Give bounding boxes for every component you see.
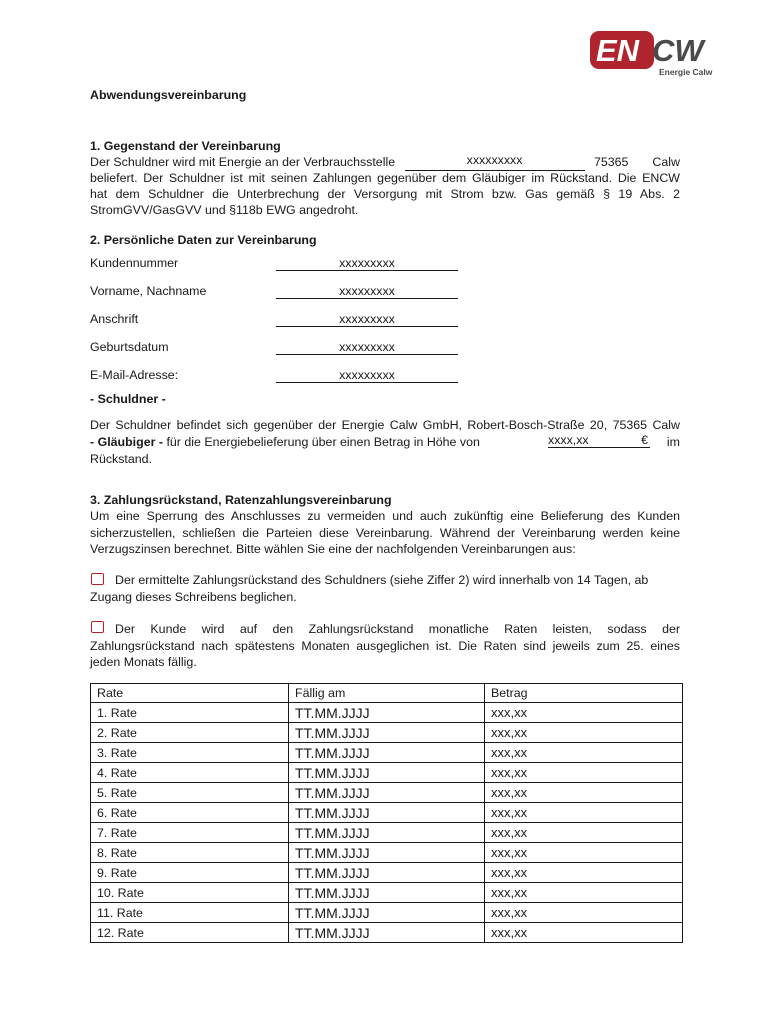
table-row bbox=[91, 843, 683, 863]
date-cell: TT.MM.JJJJ bbox=[289, 783, 485, 803]
section3-intro-line2: sicherzustellen, schließen die Parteien diese Vereinbarung. Während der Vereinbarung werden keine bbox=[90, 526, 680, 540]
date-cell: TT.MM.JJJJ bbox=[289, 723, 485, 743]
option1-line2: Zugang dieses Schreibens beglichen. bbox=[90, 590, 297, 604]
section1-line3: hat dem Schuldner die Unterbrechung der Versorgung mit Strom bzw. Gas gemäß § 19 Abs. 2 bbox=[90, 187, 680, 201]
table-row bbox=[91, 803, 683, 823]
creditor-line2 bbox=[90, 434, 680, 451]
section1-line2: beliefert. Der Schuldner ist mit seinen Zahlungen gegenüber dem Gläubiger im Rückstand. Die ENCW bbox=[90, 171, 680, 185]
section1-line1-post: 75365 Calw bbox=[593, 155, 680, 169]
table-row bbox=[91, 923, 683, 943]
rate-cell: 10. Rate bbox=[91, 883, 289, 903]
table-row bbox=[91, 703, 683, 723]
table-row bbox=[91, 743, 683, 763]
table-row bbox=[91, 723, 683, 743]
date-cell: TT.MM.JJJJ bbox=[289, 843, 485, 863]
date-cell: TT.MM.JJJJ bbox=[289, 803, 485, 823]
table-row bbox=[91, 823, 683, 843]
header-faellig-am: Fällig am bbox=[289, 684, 485, 703]
option2-line2: Zahlungsrückstand nach spätestens Monaten ausgeglichen ist. Die Raten sind jeweils zum 25. eines bbox=[90, 639, 680, 653]
amount-cell: xxx,xx bbox=[485, 883, 683, 903]
table-row bbox=[91, 863, 683, 883]
creditor-line2-text: für die Energiebelieferung über einen Betrag in Höhe von bbox=[166, 435, 480, 449]
field-label-anschrift: Anschrift bbox=[90, 312, 139, 326]
rate-cell: 5. Rate bbox=[91, 783, 289, 803]
rates-table bbox=[90, 683, 683, 943]
amount-value: xxxx,xx bbox=[548, 433, 589, 447]
date-cell: TT.MM.JJJJ bbox=[289, 823, 485, 843]
section1-line1 bbox=[90, 154, 680, 171]
verbrauchsstelle-blank: xxxxxxxxx bbox=[405, 154, 585, 171]
document-title: Abwendungsvereinbarung bbox=[90, 88, 247, 102]
section2-heading: 2. Persönliche Daten zur Vereinbarung bbox=[90, 233, 317, 247]
table-row bbox=[91, 763, 683, 783]
section1-heading: 1. Gegenstand der Vereinbarung bbox=[90, 139, 281, 153]
amount-cell: xxx,xx bbox=[485, 783, 683, 803]
date-cell: TT.MM.JJJJ bbox=[289, 763, 485, 783]
field-label-email: E-Mail-Adresse: bbox=[90, 368, 179, 382]
creditor-line1: Der Schuldner befindet sich gegenüber der Energie Calw GmbH, Robert-Bosch-Straße 20, 75365 Calw bbox=[90, 418, 680, 432]
table-row bbox=[91, 783, 683, 803]
field-value-geburtsdatum: xxxxxxxxx bbox=[276, 340, 458, 355]
section1-line1-pre: Der Schuldner wird mit Energie an der Verbrauchsstelle bbox=[90, 155, 396, 169]
amount-cell: xxx,xx bbox=[485, 823, 683, 843]
rate-cell: 3. Rate bbox=[91, 743, 289, 763]
option2 bbox=[90, 621, 680, 638]
table-row bbox=[91, 883, 683, 903]
rate-cell: 2. Rate bbox=[91, 723, 289, 743]
rate-cell: 4. Rate bbox=[91, 763, 289, 783]
section3-intro-line3: Verzugszinsen berechnet. Bitte wählen Sie eine der nachfolgenden Vereinbarungen aus: bbox=[90, 542, 576, 556]
option2-line1: Der Kunde wird auf den Zahlungsrückstand monatliche Raten leisten, sodass der bbox=[115, 622, 680, 636]
amount-cell: xxx,xx bbox=[485, 743, 683, 763]
encw-logo bbox=[587, 28, 735, 78]
field-label-geburtsdatum: Geburtsdatum bbox=[90, 340, 169, 354]
rate-cell: 9. Rate bbox=[91, 863, 289, 883]
rate-cell: 7. Rate bbox=[91, 823, 289, 843]
rate-cell: 6. Rate bbox=[91, 803, 289, 823]
logo-tagline: Energie Calw bbox=[659, 67, 713, 77]
amount-blank bbox=[548, 434, 650, 448]
amount-cell: xxx,xx bbox=[485, 763, 683, 783]
field-label-name: Vorname, Nachname bbox=[90, 284, 207, 298]
amount-cell: xxx,xx bbox=[485, 803, 683, 823]
schuldner-label: - Schuldner - bbox=[90, 392, 166, 406]
rate-cell: 11. Rate bbox=[91, 903, 289, 923]
field-value-anschrift: xxxxxxxxx bbox=[276, 312, 458, 327]
date-cell: TT.MM.JJJJ bbox=[289, 743, 485, 763]
option1 bbox=[90, 572, 680, 589]
creditor-im: im bbox=[666, 435, 680, 449]
option2-line3: jeden Monats fällig. bbox=[90, 655, 197, 669]
field-label-kundennummer: Kundennummer bbox=[90, 256, 179, 270]
section3-heading: 3. Zahlungsrückstand, Ratenzahlungsvereinbarung bbox=[90, 493, 392, 507]
logo-cw-text: CW bbox=[652, 33, 704, 68]
section1-line4: StromGVV/GasGVV und §118b EWG angedroht. bbox=[90, 203, 359, 217]
rate-cell: 12. Rate bbox=[91, 923, 289, 943]
option1-checkbox[interactable] bbox=[91, 573, 104, 585]
amount-cell: xxx,xx bbox=[485, 703, 683, 723]
date-cell: TT.MM.JJJJ bbox=[289, 903, 485, 923]
amount-cell: xxx,xx bbox=[485, 903, 683, 923]
date-cell: TT.MM.JJJJ bbox=[289, 863, 485, 883]
table-row bbox=[91, 903, 683, 923]
table-header-row bbox=[91, 684, 683, 703]
currency-symbol: € bbox=[641, 433, 648, 447]
section3-intro-line1: Um eine Sperrung des Anschlusses zu vermeiden und auch zukünftig eine Belieferung des Kunden bbox=[90, 509, 680, 523]
amount-cell: xxx,xx bbox=[485, 843, 683, 863]
rate-cell: 1. Rate bbox=[91, 703, 289, 723]
option2-checkbox[interactable] bbox=[91, 621, 104, 633]
header-betrag: Betrag bbox=[485, 684, 683, 703]
date-cell: TT.MM.JJJJ bbox=[289, 883, 485, 903]
glaeubiger-label: - Gläubiger - bbox=[90, 435, 163, 449]
rate-cell: 8. Rate bbox=[91, 843, 289, 863]
logo-en-text: EN bbox=[596, 33, 640, 68]
date-cell: TT.MM.JJJJ bbox=[289, 923, 485, 943]
amount-cell: xxx,xx bbox=[485, 863, 683, 883]
date-cell: TT.MM.JJJJ bbox=[289, 703, 485, 723]
field-value-name: xxxxxxxxx bbox=[276, 284, 458, 299]
field-value-email: xxxxxxxxx bbox=[276, 368, 458, 383]
amount-cell: xxx,xx bbox=[485, 923, 683, 943]
header-rate: Rate bbox=[91, 684, 289, 703]
field-value-kundennummer: xxxxxxxxx bbox=[276, 256, 458, 271]
creditor-line3: Rückstand. bbox=[90, 452, 152, 466]
option1-line1: Der ermittelte Zahlungsrückstand des Schuldners (siehe Ziffer 2) wird innerhalb von 14 Tagen, ab bbox=[115, 573, 649, 587]
amount-cell: xxx,xx bbox=[485, 723, 683, 743]
